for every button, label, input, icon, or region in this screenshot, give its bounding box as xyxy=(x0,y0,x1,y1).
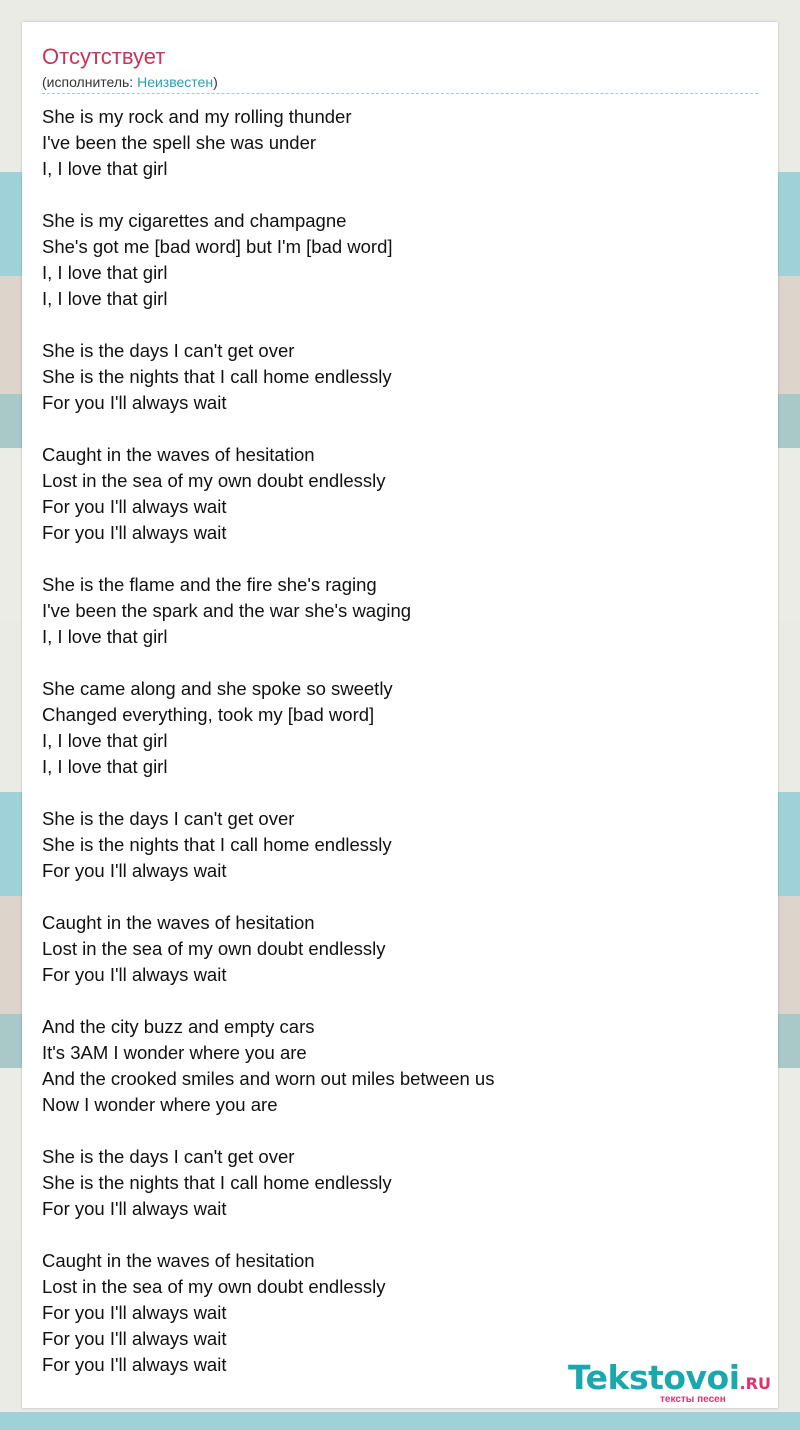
lyric-line: For you I'll always wait xyxy=(42,1354,227,1375)
lyric-line: I've been the spark and the war she's waging xyxy=(42,600,412,621)
lyric-line: For you I'll always wait xyxy=(42,392,227,413)
lyric-line: For you I'll always wait xyxy=(42,1302,227,1323)
lyric-line: I, I love that girl xyxy=(42,262,168,283)
lyrics-text xyxy=(42,104,742,1378)
lyric-line: I, I love that girl xyxy=(42,730,168,751)
lyric-line: Now I wonder where you are xyxy=(42,1094,278,1115)
lyric-line: Caught in the waves of hesitation xyxy=(42,444,315,465)
stanza-break xyxy=(42,1222,742,1248)
lyric-line: She's got me [bad word] but I'm [bad word] xyxy=(42,236,393,257)
song-title: Отсутствует xyxy=(42,44,166,69)
site-logo[interactable] xyxy=(568,1360,778,1412)
lyric-line: She came along and she spoke so sweetly xyxy=(42,678,393,699)
lyric-line: She is my cigarettes and champagne xyxy=(42,210,347,231)
artist-link[interactable]: Неизвестен xyxy=(137,74,214,90)
lyric-line: For you I'll always wait xyxy=(42,860,227,881)
lyric-line: I, I love that girl xyxy=(42,288,168,309)
lyric-line: I've been the spell she was under xyxy=(42,132,317,153)
stanza-break xyxy=(42,546,742,572)
lyric-line: She is the days I can't get over xyxy=(42,340,295,361)
stanza-break xyxy=(42,780,742,806)
lyric-line: For you I'll always wait xyxy=(42,1198,227,1219)
lyric-line: For you I'll always wait xyxy=(42,496,227,517)
lyrics-card xyxy=(22,22,778,1408)
stanza-break xyxy=(42,312,742,338)
artist-line xyxy=(42,73,218,91)
lyric-line: For you I'll always wait xyxy=(42,964,227,985)
lyric-line: She is the nights that I call home endlessly xyxy=(42,366,392,387)
lyric-line: Lost in the sea of my own doubt endlessly xyxy=(42,470,386,491)
logo-name: Tekstovoi xyxy=(568,1358,740,1397)
lyric-line: I, I love that girl xyxy=(42,626,168,647)
lyric-line: I, I love that girl xyxy=(42,158,168,179)
stanza-break xyxy=(42,988,742,1014)
stanza-break xyxy=(42,416,742,442)
logo-tld: .RU xyxy=(739,1374,771,1393)
lyric-line: She is the flame and the fire she's raging xyxy=(42,574,377,595)
lyric-line: And the crooked smiles and worn out miles between us xyxy=(42,1068,495,1089)
lyric-line: Changed everything, took my [bad word] xyxy=(42,704,375,725)
lyric-line: It's 3AM I wonder where you are xyxy=(42,1042,307,1063)
lyric-line: Lost in the sea of my own doubt endlessly xyxy=(42,1276,386,1297)
lyric-line: Lost in the sea of my own doubt endlessly xyxy=(42,938,386,959)
stanza-break xyxy=(42,1118,742,1144)
lyric-line: Caught in the waves of hesitation xyxy=(42,912,315,933)
lyric-line: And the city buzz and empty cars xyxy=(42,1016,315,1037)
lyric-line: She is the days I can't get over xyxy=(42,1146,295,1167)
stanza-break xyxy=(42,884,742,910)
stanza-break xyxy=(42,650,742,676)
lyric-line: Caught in the waves of hesitation xyxy=(42,1250,315,1271)
lyric-line: For you I'll always wait xyxy=(42,1328,227,1349)
logo-tagline: тексты песен xyxy=(660,1394,726,1405)
title-divider xyxy=(42,93,758,94)
lyric-line: I, I love that girl xyxy=(42,756,168,777)
lyric-line: For you I'll always wait xyxy=(42,522,227,543)
lyric-line: She is the nights that I call home endlessly xyxy=(42,1172,392,1193)
stanza-break xyxy=(42,182,742,208)
lyric-line: She is my rock and my rolling thunder xyxy=(42,106,352,127)
lyric-line: She is the nights that I call home endlessly xyxy=(42,834,392,855)
lyric-line: She is the days I can't get over xyxy=(42,808,295,829)
artist-prefix: (исполнитель: xyxy=(42,74,138,90)
artist-suffix: ) xyxy=(213,74,218,90)
